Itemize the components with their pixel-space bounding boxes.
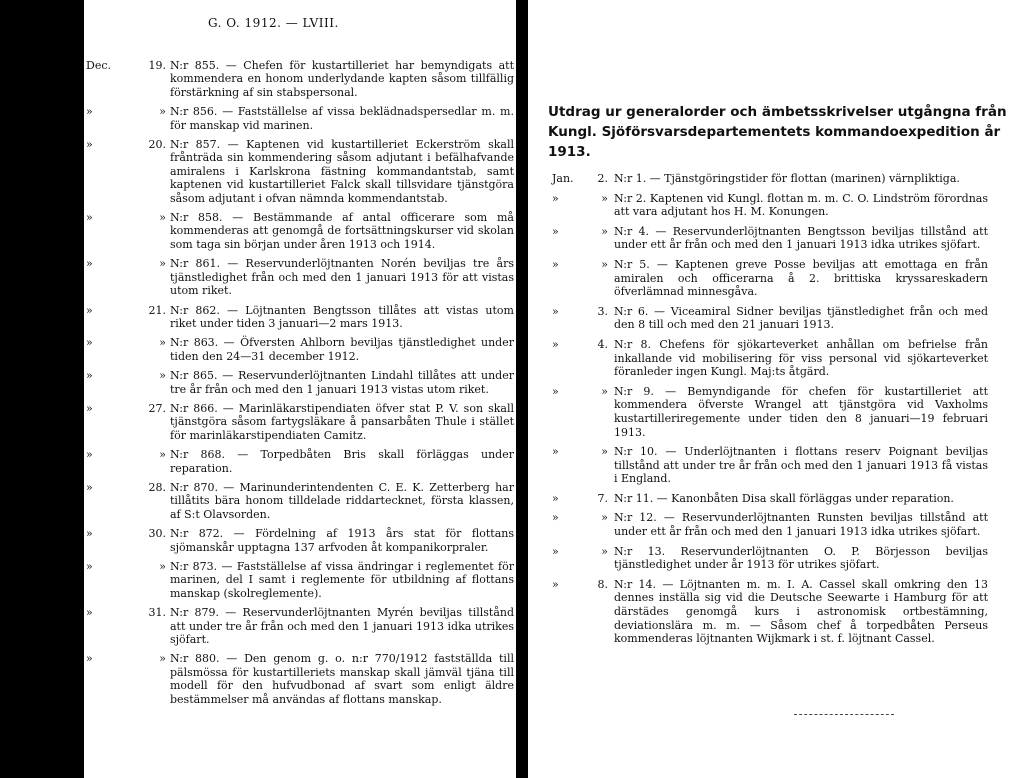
entry-month: »	[552, 511, 559, 525]
entry-month: »	[86, 105, 93, 119]
entry-month: »	[86, 527, 93, 541]
entry-text: N:r 855. — Chefen för kustartilleriet har bemyndigats att kommendera en honom underlydande kapten såsom tillfällig förstärkning af sin stabspersonal.	[170, 59, 514, 99]
entry-month: »	[86, 448, 93, 462]
entry-text: N:r 865. — Reservunderlöjtnanten Lindahl tillåtes att under tre år från och med den 1 januari 1913 vistas utom riket.	[170, 369, 514, 396]
entry-month: »	[86, 369, 93, 383]
entry-text: N:r 5. — Kaptenen greve Posse beviljas att emottaga en från amiralen och officerarna å 2. brittiska kryssareskadern öfverlämnad minnesgåva.	[614, 257, 988, 299]
entry-text: N:r 2. Kaptenen vid Kungl. flottan m. m. C. O. Lindström förordnas att vara adjutant hos H. M. Konungen.	[614, 191, 988, 219]
entry-text: N:r 14. — Löjtnanten m. m. I. A. Cassel skall omkring den 13 dennes inställa sig vid die Deutsche Seewarte i Hamburg för att därstädes genomgå kurs i astronomisk ortbestämning, deviationslära m. m. — Såsom chef å torpedbåten Perseus kommenderas löjtnanten Wijkmark i st. f. löjtnant Cassel.	[614, 577, 988, 646]
entry-month: »	[552, 544, 559, 558]
entry-day: »	[159, 652, 166, 666]
order-entry	[528, 445, 1024, 486]
entry-day: 19.	[148, 59, 166, 72]
order-entry	[84, 336, 516, 363]
entry-text: N:r 862. — Löjtnanten Bengtsson tillåtes att vistas utom riket under tiden 3 januari—2 mars 1913.	[170, 303, 514, 330]
entry-day: 31.	[148, 606, 166, 620]
entry-text: N:r 11. — Kanonbåten Disa skall förläggas under reparation.	[614, 491, 954, 505]
order-entry	[528, 225, 1024, 252]
order-entry	[84, 652, 516, 706]
order-entry	[84, 527, 516, 554]
order-entry	[84, 560, 516, 600]
entry-text: N:r 880. — Den genom g. o. n:r 770/1912 fastställda till pälsmössa för kustartilleriets manskap skall jämväl tjäna till modell för den hufvudbonad af svart som enligt äldre bestämmelser må användas af flottans manskap.	[170, 652, 514, 706]
entry-month: »	[552, 491, 559, 505]
entry-text: N:r 856. — Fastställelse af vissa beklädnadspersedlar m. m. för manskap vid marinen.	[170, 105, 514, 132]
entry-day: »	[601, 544, 608, 558]
page-header: G. O. 1912. — LVIII.	[208, 16, 339, 30]
order-entry	[84, 402, 516, 442]
entry-month: »	[552, 191, 559, 205]
entry-month: »	[552, 304, 559, 318]
entry-day: »	[159, 257, 166, 271]
entry-text: N:r 868. — Torpedbåten Bris skall förläggas under reparation.	[170, 448, 514, 475]
order-entry	[528, 545, 1024, 572]
entry-text: N:r 873. — Fastställelse af vissa ändringar i reglementet för marinen, del I samt i reglemente för utbildning af flottans manskap (skolreglemente).	[170, 560, 514, 600]
order-entry	[528, 258, 1024, 299]
entry-month: »	[552, 224, 559, 238]
order-entry	[528, 511, 1024, 538]
entry-day: »	[159, 211, 166, 225]
entry-text: N:r 10. — Underlöjtnanten i flottans reserv Poignant beviljas tillstånd att under tre år från och med den 1 januari 1913 få vistas i England.	[614, 445, 988, 486]
entry-day: »	[159, 369, 166, 383]
entry-day: »	[159, 336, 166, 350]
entry-month: »	[552, 257, 559, 271]
order-entry	[528, 338, 1024, 379]
entry-month: »	[86, 303, 93, 317]
order-entry	[84, 369, 516, 396]
order-entry	[528, 492, 1024, 506]
entry-text: N:r 861. — Reservunderlöjtnanten Norén beviljas tre års tjänstledighet från och med den 1 januari 1913 för att vistas utom riket.	[170, 257, 514, 298]
order-entry	[84, 481, 516, 521]
order-entry	[84, 257, 516, 297]
order-entry	[84, 448, 516, 475]
entry-month: »	[552, 577, 559, 591]
order-entry	[528, 385, 1024, 439]
entry-day: 8.	[597, 577, 608, 591]
entry-month: »	[86, 652, 93, 666]
entry-day: »	[601, 384, 608, 398]
entry-day: »	[159, 105, 166, 119]
order-entry	[84, 105, 516, 132]
entry-day: 2.	[597, 172, 608, 185]
order-entry	[84, 138, 516, 205]
entry-text: N:r 858. — Bestämmande af antal officerare som må kommenderas att genomgå de fortsättningskurser vid skolan som taga sin början under åren 1913 och 1914.	[170, 211, 514, 251]
entry-text: N:r 879. — Reservunderlöjtnanten Myrén beviljas tillstånd att under tre år från och med den 1 januari 1913 idka utrikes sjöfart.	[170, 606, 514, 647]
entry-month: »	[552, 445, 559, 459]
entry-text: N:r 1. — Tjänstgöringstider för flottan (marinen) värnpliktiga.	[614, 172, 960, 185]
entry-month: »	[86, 606, 93, 620]
entry-text: N:r 13. Reservunderlöjtnanten O. P. Börjesson beviljas tjänstledighet under år 1913 för utrikes sjöfart.	[614, 544, 988, 572]
entry-day: »	[601, 445, 608, 459]
entry-day: »	[601, 224, 608, 238]
entry-text: N:r 6. — Viceamiral Sidner beviljas tjänstledighet från och med den 8 till och med den 21 januari 1913.	[614, 304, 988, 332]
order-entry	[528, 172, 1024, 186]
end-rule	[794, 714, 894, 715]
entry-month: »	[86, 257, 93, 271]
order-entry	[84, 59, 516, 99]
entry-day: 30.	[148, 527, 166, 541]
page-gutter	[516, 0, 528, 778]
right-page	[528, 0, 1024, 778]
entry-text: N:r 863. — Öfversten Ahlborn beviljas tjänstledighet under tiden den 24—31 december 1912.	[170, 336, 514, 363]
entry-text: N:r 9. — Bemyndigande för chefen för kustartilleriet att kommendera öfverste Wrangel att tjänstgöra vid Vaxholms kustartilleriregemente under tiden den 8 januari—19 februari 1913.	[614, 384, 988, 439]
entry-text: N:r 870. — Marinunderintendenten C. E. K. Zetterberg har tillåtits bära honom tilldelade riddartecknet, första klassen, af S:t Olavsorden.	[170, 480, 514, 521]
entry-text: N:r 4. — Reservunderlöjtnanten Bengtsson beviljas tillstånd att under ett år från och med den 1 januari 1913 idka utrikes sjöfart.	[614, 224, 988, 252]
section-title: Utdrag ur generalorder och ämbetsskrivelser utgångna från Kungl. Sjöförsvarsdepartementets kommandoexpedition år 1913.	[548, 104, 1007, 160]
entry-month: »	[552, 337, 559, 351]
entry-day: 3.	[597, 304, 608, 318]
right-entry-list	[528, 172, 1024, 652]
entry-day: 27.	[148, 401, 166, 415]
entry-month: »	[86, 560, 93, 573]
entry-text: N:r 8. Chefens för sjökarteverket anhållan om befrielse från inkallande vid mobilisering för viss personal vid sjökarteverket föranleder ingen Kungl. Maj:ts åtgärd.	[614, 337, 988, 379]
entry-day: 28.	[148, 480, 166, 494]
left-entry-list	[84, 59, 516, 712]
entry-month: »	[86, 401, 93, 415]
left-page	[84, 0, 516, 778]
entry-day: 4.	[597, 337, 608, 351]
entry-day: »	[159, 560, 166, 573]
order-entry	[84, 304, 516, 331]
entry-month: »	[86, 480, 93, 494]
entry-day: »	[159, 448, 166, 462]
entry-month: Dec.	[86, 59, 111, 72]
entry-month: »	[86, 211, 93, 225]
entry-day: 20.	[148, 138, 166, 152]
order-entry	[528, 305, 1024, 332]
entry-day: 7.	[597, 491, 608, 505]
entry-day: »	[601, 257, 608, 271]
entry-text: N:r 857. — Kaptenen vid kustartilleriet Eckerström skall frånträda sin kommendering såsom adjutant i befälhafvande amiralens i Karlskrona fästning kommandantstab, samt kaptenen vid kustartilleriet Falck skall tillsvidare tjänstgöra såsom adjutant i ofvan nämnda kommendantstab.	[170, 138, 514, 205]
entry-month: Jan.	[552, 172, 574, 185]
order-entry	[528, 578, 1024, 646]
entry-day: »	[601, 191, 608, 205]
entry-day: »	[601, 511, 608, 525]
entry-month: »	[86, 336, 93, 350]
entry-month: »	[552, 384, 559, 398]
order-entry	[528, 192, 1024, 219]
entry-month: »	[86, 138, 93, 152]
order-entry	[84, 606, 516, 646]
entry-day: 21.	[148, 303, 166, 317]
entry-text: N:r 12. — Reservunderlöjtnanten Runsten beviljas tillstånd att under ett år från och med den 1 januari 1913 idka utrikes sjöfart.	[614, 511, 988, 539]
order-entry	[84, 211, 516, 251]
entry-text: N:r 866. — Marinläkarstipendiaten öfver stat P. V. son skall tjänstgöra såsom fartygsläkare å pansarbåten Thule i stället för marinläkarstipendiaten Camitz.	[170, 401, 514, 442]
entry-text: N:r 872. — Fördelning af 1913 års stat för flottans sjömanskår upptagna 137 arfvoden åt kompanikorpraler.	[170, 527, 514, 554]
